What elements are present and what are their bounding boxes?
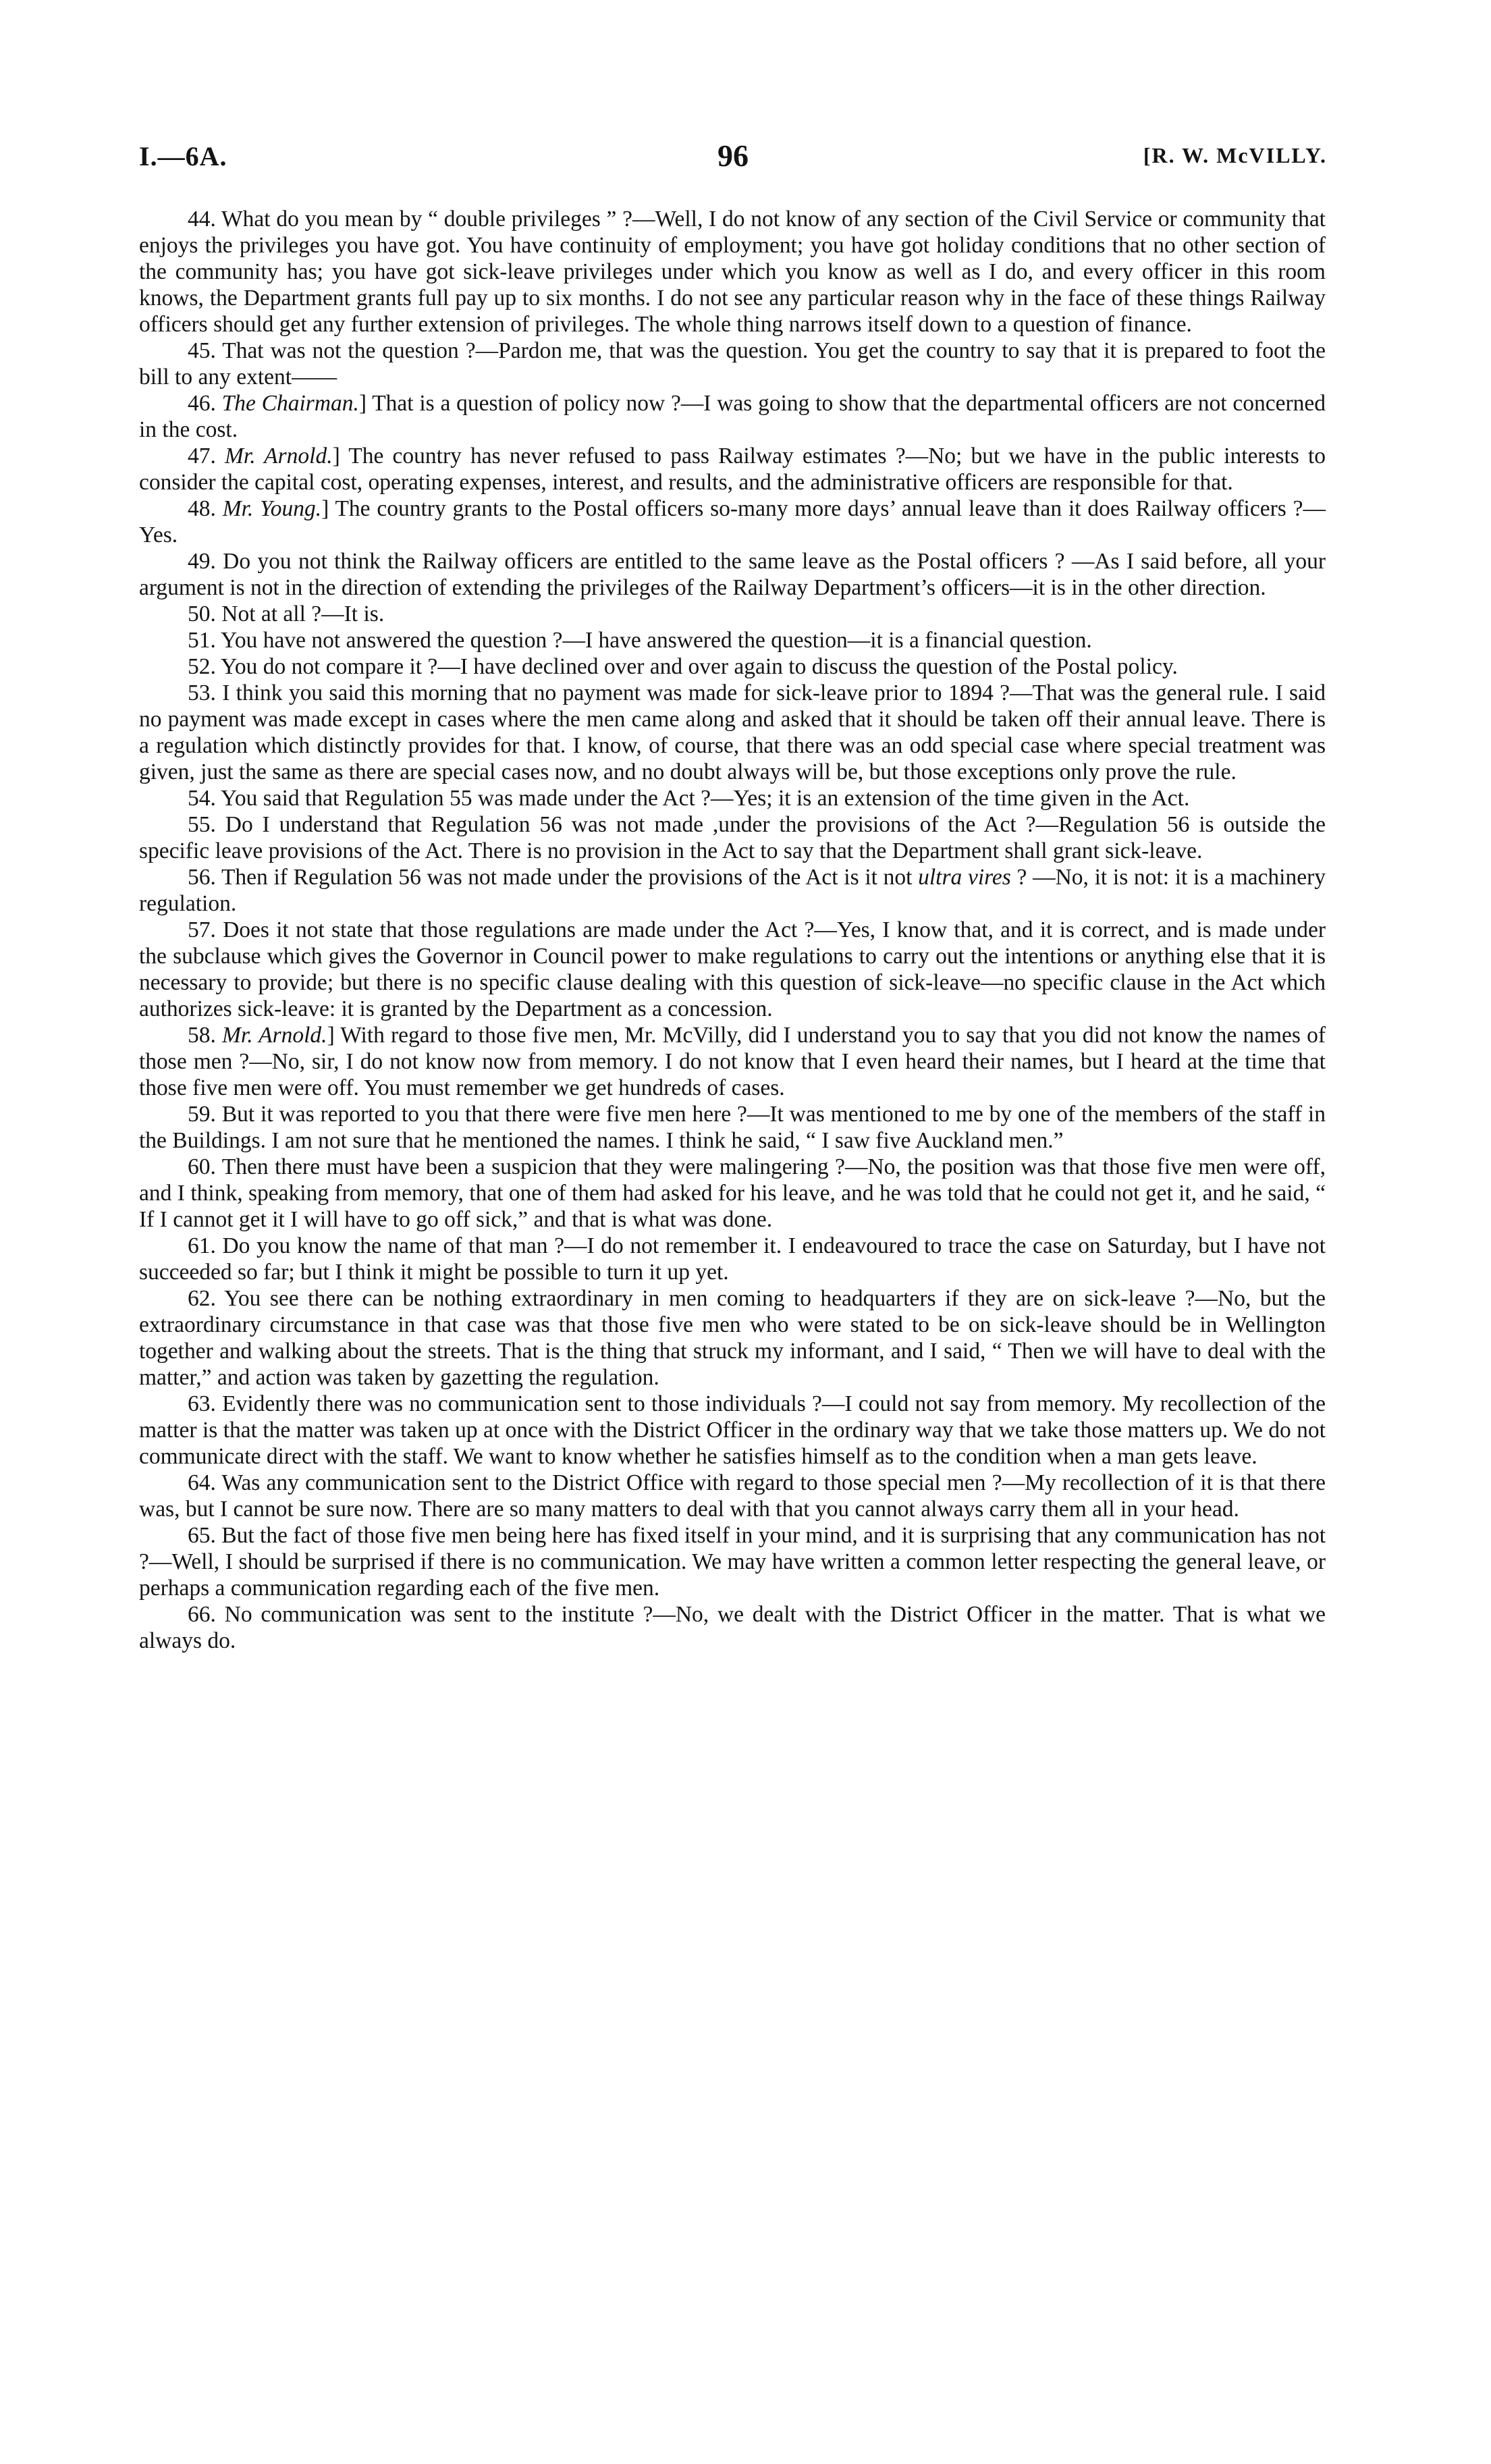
paragraph-51: 51. You have not answered the question ?—I have answered the question—it is a financial question. [188,628,1092,653]
paragraph-44: 44. What do you mean by “ double privileges ” ?—Well, I do not know of any section of the Civil Service or community that enjoys the privileges you have got. You have continuity of employment; you have got holiday conditions that no other section of the community has; you have got sick-leave privileges under which you know as well as I do, and every officer in this room knows, the Department grants full pay up to six months. I do not see any particular reason why in the face of these things Railway officers should get any further extension of privileges. The whole thing narrows itself down to a question of finance. [139,207,1326,337]
paragraph-56 [139,864,1326,917]
paragraph-65: 65. But the fact of those five men being here has fixed itself in your mind, and it is surprising that any communication has not ?—Well, I should be surprised if there is no communication. We may have written a common letter respecting the general leave, or perhaps a communication regarding each of the five men. [139,1523,1326,1601]
evidence-body [139,206,1326,1654]
witness-name: [R. W. McVILLY. [1143,143,1327,167]
paragraph-number: 46. [188,391,222,416]
speaker-label: The Chairman. [221,391,359,416]
paragraph-66: 66. No communication was sent to the institute ?—No, we dealt with the District Officer in the matter. That is what we always do. [139,1602,1326,1653]
paragraph-58 [139,1022,1326,1101]
paragraph-body: ] With regard to those five men, Mr. McVilly, did I understand you to say that you did not know the names of those men ?—No, sir, I do not know now from memory. I do not know that I even heard their names, but I heard at the time that those five men were off. You must remember we get hundreds of cases. [139,1023,1326,1100]
paragraph-47 [139,443,1326,496]
speaker-label: Mr. Young. [222,496,322,521]
paragraph-64: 64. Was any communication sent to the District Office with regard to those special men ?—My recollection of it is that there was, but I cannot be sure now. There are so many matters to deal with that you cannot always carry them all in your head. [139,1470,1326,1522]
paragraph-number: 56. [188,865,221,890]
paragraph-62: 62. You see there can be nothing extraordinary in men coming to headquarters if they are on sick-leave ?—No, but the extraordinary circumstance in that case was that those five men who were stated to be on sick-leave should be in Wellington together and walking about the streets. That is the thing that struck my informant, and I said, “ Then we will have to deal with the matter,” and action was taken by gazetting the regulation. [139,1286,1326,1390]
paragraph-45: 45. That was not the question ?—Pardon me, that was the question. You get the country to say that it is prepared to foot the bill to any extent—— [139,338,1326,390]
paragraph-61: 61. Do you know the name of that man ?—I do not remember it. I endeavoured to trace the case on Saturday, but I have not succeeded so far; but I think it might be possible to turn it up yet. [139,1233,1326,1285]
document-reference: I.—6A. [139,141,227,171]
page-header [139,140,1327,181]
paragraph-53: 53. I think you said this morning that no payment was made for sick-leave prior to 1894 ?—That was the general rule. I said no payment was made except in cases where the men came along and asked that it should be taken off their annual leave. There is a regulation which distinctly provides for that. I know, of course, that there was an odd special case where special treatment was given, just the same as there are special cases now, and no doubt always will be, but those exceptions only prove the rule. [139,680,1326,784]
page-number: 96 [717,138,749,173]
paragraph-55: 55. Do I understand that Regulation 56 was not made ,under the provisions of the Act ?—Regulation 56 is outside the specific leave provisions of the Act. There is no provision in the Act to say that the Department shall grant sick-leave. [139,812,1326,863]
paragraph-body: ] The country grants to the Postal officers so-many more days’ annual leave than it does Railway officers ?—Yes. [139,496,1326,547]
paragraph-46 [139,390,1326,443]
paragraph-57: 57. Does it not state that those regulations are made under the Act ?—Yes, I know that, and it is correct, and is made under the subclause which gives the Governor in Council power to make regulations to carry out the intentions or anything else that it is necessary to provide; but there is no specific clause dealing with this question of sick-leave—no specific clause in the Act which authorizes sick-leave: it is granted by the Department as a concession. [139,917,1326,1021]
speaker-label: Mr. Arnold. [225,444,333,468]
paragraph-number: 58. [188,1023,222,1048]
paragraph-50: 50. Not at all ?—It is. [188,601,385,626]
paragraph-60: 60. Then there must have been a suspicion that they were malingering ?—No, the position was that those five men were off, and I think, speaking from memory, that one of them had asked for his leave, and he was told that he could not get it, and he said, “ If I cannot get it I will have to go off sick,” and that is what was done. [139,1154,1326,1232]
paragraph-body: Then if Regulation 56 was not made under the provisions of the Act is it not [221,865,919,890]
paragraph-body: ] The country has never refused to pass Railway estimates ?—No; but we have in the public interests to consider the capital cost, operating expenses, interest, and results, and the administrative officers are responsible for that. [139,444,1326,495]
italic-term: ultra vires [918,865,1011,890]
paragraph-63: 63. Evidently there was no communication sent to those individuals ?—I could not say from memory. My recollection of the matter is that the matter was taken up at once with the District Officer in the ordinary way that we take those matters up. We do not communicate direct with the staff. We want to know whether he satisfies himself as to the condition when a man gets leave. [139,1391,1326,1469]
paragraph-48 [139,496,1326,548]
paragraph-body: ] That is a question of policy now ?—I was going to show that the departmental officers are not concerned in the cost. [139,391,1326,442]
paragraph-answer: ? —No, it is not: it is a machinery regulation. [139,865,1326,916]
paragraph-54: 54. You said that Regulation 55 was made under the Act ?—Yes; it is an extension of the time given in the Act. [188,786,1190,811]
speaker-label: Mr. Arnold. [222,1023,327,1048]
paragraph-52: 52. You do not compare it ?—I have declined over and over again to discuss the question of the Postal policy. [188,654,1178,679]
paragraph-number: 48. [188,496,223,521]
paragraph-49: 49. Do you not think the Railway officers are entitled to the same leave as the Postal officers ? —As I said before, all your argument is not in the direction of extending the privileges of the Railway Department’s officers—it is in the other direction. [139,549,1326,600]
paragraph-59: 59. But it was reported to you that there were five men here ?—It was mentioned to me by one of the members of the staff in the Buildings. I am not sure that he mentioned the names. I think he said, “ I saw five Auckland men.” [139,1102,1326,1153]
paragraph-number: 47. [188,444,225,468]
